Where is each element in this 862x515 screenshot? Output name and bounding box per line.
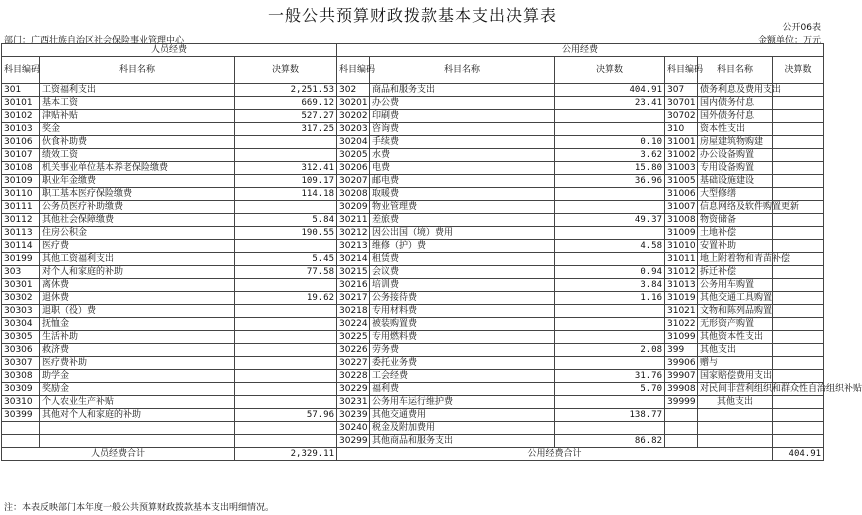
public-code: 30214 [337,253,370,266]
public-amount: 0.10 [555,136,665,149]
public-item-name: 因公出国（境）费用 [370,227,555,240]
personnel-code: 303 [2,266,40,279]
public-item-name: 信息网络及软件购置更新 [698,201,773,214]
personnel-code: 30399 [2,409,40,422]
col-code: 科目编码 [2,57,40,84]
col-name: 科目名称 [370,57,555,84]
table-row [2,279,824,292]
public-amount: 5.70 [555,383,665,396]
personnel-code: 30302 [2,292,40,305]
personnel-item-name: 其他社会保障缴费 [40,214,235,227]
public-amount: 36.96 [555,175,665,188]
public-amount [773,123,824,136]
public-header: 公用经费 [337,44,824,57]
public-amount [773,214,824,227]
public-item-name: 租赁费 [370,253,555,266]
public-amount: 15.80 [555,162,665,175]
public-code: 31009 [665,227,698,240]
public-item-name: 对民间非营利组织和群众性自治组织补贴 [698,383,773,396]
col-code: 科目编码 [665,57,698,84]
personnel-amount: 77.58 [235,266,337,279]
public-amount: 49.37 [555,214,665,227]
public-amount [773,435,824,448]
public-code: 31099 [665,331,698,344]
public-amount: 1.16 [555,292,665,305]
personnel-amount [235,357,337,370]
public-amount [773,97,824,110]
public-item-name: 福利费 [370,383,555,396]
table-row [2,396,824,409]
table-row [2,227,824,240]
public-code: 302 [337,84,370,97]
public-item-name: 赠与 [698,357,773,370]
table-row [2,149,824,162]
public-code: 30701 [665,97,698,110]
public-amount [773,149,824,162]
public-amount: 23.41 [555,97,665,110]
public-code: 30227 [337,357,370,370]
public-code: 30208 [337,188,370,201]
personnel-item-name: 生活补助 [40,331,235,344]
public-item-name: 其他交通工具购置 [698,292,773,305]
public-code: 39908 [665,383,698,396]
personnel-code: 30108 [2,162,40,175]
public-amount [555,253,665,266]
public-amount: 138.77 [555,409,665,422]
public-code: 39999 [665,396,698,409]
public-item-name: 专用燃料费 [370,331,555,344]
personnel-amount: 5.45 [235,253,337,266]
public-amount [773,370,824,383]
department-label: 部门：广西壮族自治区社会保险事业管理中心 [4,36,185,46]
public-amount [773,292,824,305]
personnel-code [2,422,40,435]
personnel-amount [235,396,337,409]
public-amount: 4.58 [555,240,665,253]
personnel-amount [235,344,337,357]
public-item-name: 文物和陈列品购置 [698,305,773,318]
public-item-name: 印刷费 [370,110,555,123]
personnel-amount: 114.18 [235,188,337,201]
public-code: 30207 [337,175,370,188]
public-item-name: 公务用车购置 [698,279,773,292]
public-code: 31002 [665,149,698,162]
personnel-item-name: 退职（役）费 [40,305,235,318]
personnel-amount: 317.25 [235,123,337,136]
public-code [665,409,698,422]
public-amount [773,318,824,331]
public-amount [555,201,665,214]
col-name: 科目名称 [698,57,773,84]
table-row [2,214,824,227]
public-code: 30202 [337,110,370,123]
personnel-amount: 669.12 [235,97,337,110]
public-code [665,422,698,435]
personnel-item-name: 对个人和家庭的补助 [40,266,235,279]
public-item-name: 差旅费 [370,214,555,227]
public-code: 30228 [337,370,370,383]
public-item-name: 办公设备购置 [698,149,773,162]
personnel-item-name: 奖励金 [40,383,235,396]
public-code: 31019 [665,292,698,305]
table-row [2,357,824,370]
table-row [2,370,824,383]
personnel-total-value: 2,329.11 [235,448,337,461]
public-item-name: 其他交通费用 [370,409,555,422]
public-code: 310 [665,123,698,136]
public-code: 30226 [337,344,370,357]
public-item-name: 地上附着物和青苗补偿 [698,253,773,266]
public-code: 30229 [337,383,370,396]
public-code: 31011 [665,253,698,266]
personnel-item-name: 医疗费补助 [40,357,235,370]
personnel-item-name [40,435,235,448]
public-item-name: 资本性支出 [698,123,773,136]
personnel-item-name: 机关事业单位基本养老保险缴费 [40,162,235,175]
public-amount: 0.94 [555,266,665,279]
public-item-name: 维修（护）费 [370,240,555,253]
personnel-code [2,435,40,448]
public-amount [773,344,824,357]
public-item-name [698,422,773,435]
personnel-item-name [40,422,235,435]
public-amount [773,422,824,435]
table-row [2,110,824,123]
public-item-name: 其他资本性支出 [698,331,773,344]
public-amount [773,396,824,409]
public-item-name [698,435,773,448]
personnel-total-label: 人员经费合计 [2,448,235,461]
public-code: 31008 [665,214,698,227]
public-amount [555,331,665,344]
personnel-code: 30305 [2,331,40,344]
public-amount [555,357,665,370]
public-code: 30239 [337,409,370,422]
public-item-name: 被装购置费 [370,318,555,331]
personnel-code: 30111 [2,201,40,214]
public-item-name: 工会经费 [370,370,555,383]
personnel-amount: 19.62 [235,292,337,305]
public-code: 30216 [337,279,370,292]
public-item-name: 国家赔偿费用支出 [698,370,773,383]
personnel-amount: 2,251.53 [235,84,337,97]
personnel-code: 30102 [2,110,40,123]
personnel-item-name: 医疗费 [40,240,235,253]
table-row [2,97,824,110]
personnel-amount [235,240,337,253]
public-item-name: 基础设施建设 [698,175,773,188]
public-item-name: 无形资产购置 [698,318,773,331]
table-row [2,188,824,201]
amount-unit: 金额单位：万元 [757,36,821,46]
public-code: 31003 [665,162,698,175]
personnel-item-name: 职工基本医疗保险缴费 [40,188,235,201]
col-amount: 决算数 [773,57,824,84]
personnel-item-name: 基本工资 [40,97,235,110]
public-amount [773,227,824,240]
public-item-name: 咨询费 [370,123,555,136]
public-code: 30218 [337,305,370,318]
personnel-code: 30106 [2,136,40,149]
personnel-amount: 5.84 [235,214,337,227]
personnel-amount [235,383,337,396]
personnel-code: 301 [2,84,40,97]
public-item-name: 公务接待费 [370,292,555,305]
public-amount [773,279,824,292]
col-amount: 决算数 [555,57,665,84]
personnel-code: 30304 [2,318,40,331]
public-item-name: 其他支出 [698,344,773,357]
public-item-name: 专用设备购置 [698,162,773,175]
public-amount: 86.82 [555,435,665,448]
public-item-name: 物资储备 [698,214,773,227]
public-item-name: 税金及附加费用 [370,422,555,435]
public-item-name: 物业管理费 [370,201,555,214]
personnel-code: 30112 [2,214,40,227]
public-item-name: 邮电费 [370,175,555,188]
public-item-name [698,409,773,422]
table-row [2,344,824,357]
public-code [665,435,698,448]
personnel-amount [235,279,337,292]
public-item-name: 债务利息及费用支出 [698,84,773,97]
personnel-code: 30109 [2,175,40,188]
public-code: 31012 [665,266,698,279]
personnel-amount [235,370,337,383]
personnel-amount [235,201,337,214]
public-amount [773,331,824,344]
public-item-name: 土地补偿 [698,227,773,240]
personnel-item-name: 奖金 [40,123,235,136]
public-code: 30204 [337,136,370,149]
table-row [2,175,824,188]
public-code: 30231 [337,396,370,409]
personnel-code: 30103 [2,123,40,136]
table-number: 公开06表 [782,23,821,33]
personnel-amount: 57.96 [235,409,337,422]
table-row [2,240,824,253]
public-item-name: 培训费 [370,279,555,292]
public-item-name: 商品和服务支出 [370,84,555,97]
public-code: 31021 [665,305,698,318]
personnel-item-name: 住房公积金 [40,227,235,240]
personnel-amount: 109.17 [235,175,337,188]
public-code: 30213 [337,240,370,253]
public-code: 31010 [665,240,698,253]
personnel-item-name: 公务员医疗补助缴费 [40,201,235,214]
personnel-code: 30107 [2,149,40,162]
personnel-amount [235,435,337,448]
personnel-item-name: 抚恤金 [40,318,235,331]
personnel-amount [235,318,337,331]
public-code: 30702 [665,110,698,123]
table-row [2,123,824,136]
public-code: 30225 [337,331,370,344]
public-amount: 2.08 [555,344,665,357]
public-amount [773,240,824,253]
personnel-code: 30306 [2,344,40,357]
personnel-code: 30199 [2,253,40,266]
public-amount [773,305,824,318]
public-amount [773,266,824,279]
public-item-name: 国内债务付息 [698,97,773,110]
table-row [2,266,824,279]
public-code: 30299 [337,435,370,448]
public-item-name: 取暖费 [370,188,555,201]
public-item-name: 劳务费 [370,344,555,357]
footnote: 注：本表反映部门本年度一般公共预算财政拨款基本支出明细情况。 [4,503,275,513]
public-code: 30201 [337,97,370,110]
personnel-item-name: 退休费 [40,292,235,305]
public-code: 30205 [337,149,370,162]
totals-row [2,448,824,461]
public-amount [555,227,665,240]
public-amount: 31.76 [555,370,665,383]
public-amount [555,123,665,136]
public-code: 31013 [665,279,698,292]
col-code: 科目编码 [337,57,370,84]
public-code: 31001 [665,136,698,149]
public-code: 30240 [337,422,370,435]
table-row [2,422,824,435]
personnel-code: 30101 [2,97,40,110]
public-item-name: 专用材料费 [370,305,555,318]
public-amount [773,162,824,175]
personnel-amount: 312.41 [235,162,337,175]
personnel-code: 30110 [2,188,40,201]
personnel-header: 人员经费 [2,44,337,57]
table-row [2,201,824,214]
personnel-item-name: 其他工资福利支出 [40,253,235,266]
personnel-item-name: 救济费 [40,344,235,357]
table-row [2,318,824,331]
public-item-name: 其他商品和服务支出 [370,435,555,448]
public-amount: 3.62 [555,149,665,162]
public-amount [555,110,665,123]
public-code: 31007 [665,201,698,214]
public-code: 307 [665,84,698,97]
personnel-item-name: 其他对个人和家庭的补助 [40,409,235,422]
personnel-item-name: 个人农业生产补贴 [40,396,235,409]
public-code: 30203 [337,123,370,136]
personnel-item-name: 津贴补贴 [40,110,235,123]
public-item-name: 办公费 [370,97,555,110]
public-amount: 3.84 [555,279,665,292]
personnel-item-name: 职业年金缴费 [40,175,235,188]
public-amount [555,318,665,331]
personnel-amount [235,305,337,318]
public-code: 31006 [665,188,698,201]
personnel-amount: 527.27 [235,110,337,123]
personnel-code: 30114 [2,240,40,253]
personnel-code: 30310 [2,396,40,409]
table-row [2,292,824,305]
public-amount [773,409,824,422]
public-item-name: 房屋建筑物购建 [698,136,773,149]
table-row [2,409,824,422]
table-row [2,331,824,344]
personnel-code: 30308 [2,370,40,383]
public-amount: 404.91 [555,84,665,97]
public-code: 30224 [337,318,370,331]
public-amount [773,136,824,149]
personnel-item-name: 助学金 [40,370,235,383]
table-row [2,136,824,149]
public-code: 30206 [337,162,370,175]
public-item-name: 其他支出 [698,396,773,409]
public-code: 30217 [337,292,370,305]
public-amount [773,357,824,370]
public-item-name: 电费 [370,162,555,175]
public-amount [555,422,665,435]
table-row [2,305,824,318]
table-row [2,383,824,396]
public-item-name: 会议费 [370,266,555,279]
personnel-code: 30309 [2,383,40,396]
public-amount [773,188,824,201]
personnel-code: 30113 [2,227,40,240]
personnel-item-name: 工资福利支出 [40,84,235,97]
report-title: 一般公共预算财政拨款基本支出决算表 [267,6,557,25]
public-amount [555,188,665,201]
personnel-item-name: 伙食补助费 [40,136,235,149]
public-item-name: 公务用车运行维护费 [370,396,555,409]
public-code: 30211 [337,214,370,227]
public-amount [555,396,665,409]
public-item-name: 大型修缮 [698,188,773,201]
personnel-code: 30303 [2,305,40,318]
public-total-value: 404.91 [773,448,824,461]
public-total-label: 公用经费合计 [337,448,773,461]
public-item-name: 拆迁补偿 [698,266,773,279]
public-code: 31022 [665,318,698,331]
public-item-name: 委托业务费 [370,357,555,370]
personnel-amount [235,331,337,344]
public-item-name: 国外债务付息 [698,110,773,123]
expenditure-table [1,43,862,461]
personnel-item-name: 绩效工资 [40,149,235,162]
personnel-amount [235,136,337,149]
public-item-name: 水费 [370,149,555,162]
table-row [2,162,824,175]
table-row [2,253,824,266]
public-code: 31005 [665,175,698,188]
public-amount [773,175,824,188]
personnel-code: 30307 [2,357,40,370]
table-row [2,84,824,97]
personnel-amount [235,422,337,435]
personnel-amount: 190.55 [235,227,337,240]
public-code: 30209 [337,201,370,214]
table-row [2,435,824,448]
col-amount: 决算数 [235,57,337,84]
public-code: 399 [665,344,698,357]
public-amount [773,110,824,123]
public-code: 30212 [337,227,370,240]
public-code: 39906 [665,357,698,370]
col-name: 科目名称 [40,57,235,84]
public-item-name: 手续费 [370,136,555,149]
personnel-item-name: 离休费 [40,279,235,292]
public-amount [555,305,665,318]
public-code: 39907 [665,370,698,383]
personnel-code: 30301 [2,279,40,292]
personnel-amount [235,149,337,162]
public-item-name: 安置补助 [698,240,773,253]
public-code: 30215 [337,266,370,279]
